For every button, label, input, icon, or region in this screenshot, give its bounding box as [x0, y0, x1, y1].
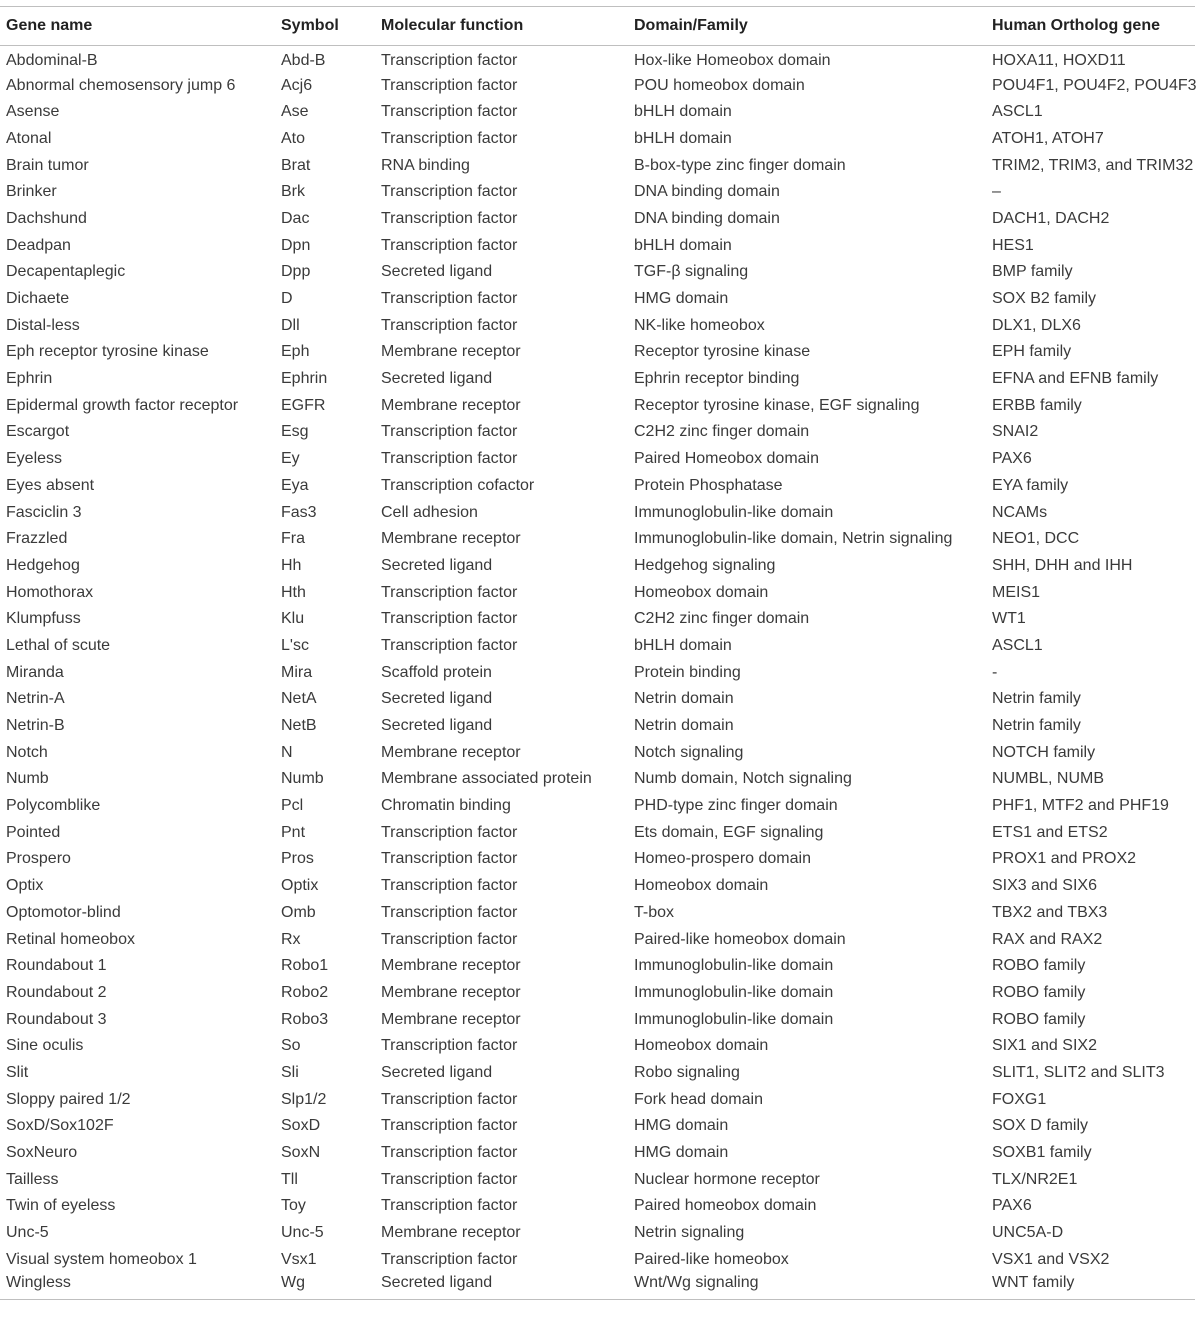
human-ortholog-cell: WT1	[992, 610, 1026, 628]
symbol-cell: Abd-B	[281, 52, 326, 70]
domain-family-cell: Homeobox domain	[634, 877, 769, 895]
gene-name-cell: Brain tumor	[6, 156, 89, 174]
gene-name-cell: Sloppy paired 1/2	[6, 1090, 131, 1108]
symbol-cell: EGFR	[281, 396, 326, 414]
domain-family-cell: Immunoglobulin-like domain	[634, 983, 834, 1001]
molecular-function-cell: Secreted ligand	[381, 370, 493, 388]
gene-name-cell: Roundabout 1	[6, 957, 107, 975]
gene-name-cell: Eyeless	[6, 450, 63, 468]
symbol-cell: Ephrin	[281, 370, 328, 388]
human-ortholog-cell: SOX B2 family	[992, 290, 1097, 308]
human-ortholog-cell: WNT family	[992, 1274, 1075, 1292]
domain-family-cell: bHLH domain	[634, 636, 732, 654]
gene-name-cell: Optomotor-blind	[6, 903, 121, 921]
human-ortholog-cell: ASCL1	[992, 636, 1043, 654]
molecular-function-cell: Membrane receptor	[381, 343, 521, 361]
domain-family-cell: Netrin domain	[634, 717, 734, 735]
symbol-cell: Ato	[281, 129, 306, 147]
domain-family-cell: Homeobox domain	[634, 583, 769, 601]
domain-family-cell: Numb domain, Notch signaling	[634, 770, 852, 788]
gene-name-cell: Atonal	[6, 129, 52, 147]
symbol-cell: Fas3	[281, 503, 317, 521]
human-ortholog-cell: NEO1, DCC	[992, 530, 1080, 548]
symbol-cell: NetB	[281, 717, 317, 735]
table-row	[0, 126, 1195, 153]
domain-family-cell: POU homeobox domain	[634, 76, 805, 94]
gene-name-cell: SoxNeuro	[6, 1144, 78, 1162]
table-row	[0, 419, 1195, 446]
molecular-function-cell: Scaffold protein	[381, 663, 492, 681]
human-ortholog-cell: FOXG1	[992, 1090, 1047, 1108]
molecular-function-cell: Transcription factor	[381, 1090, 518, 1108]
gene-name-cell: Epidermal growth factor receptor	[6, 396, 239, 414]
symbol-cell: Omb	[281, 903, 316, 921]
symbol-cell: Ey	[281, 450, 300, 468]
human-ortholog-cell: NUMBL, NUMB	[992, 770, 1105, 788]
domain-family-cell: Homeo-prospero domain	[634, 850, 811, 868]
gene-name-cell: Eph receptor tyrosine kinase	[6, 343, 209, 361]
molecular-function-cell: Transcription factor	[381, 1117, 518, 1135]
table-row	[0, 1273, 1195, 1300]
molecular-function-cell: Transcription factor	[381, 1037, 518, 1055]
domain-family-cell: Ets domain, EGF signaling	[634, 823, 824, 841]
molecular-function-cell: Transcription factor	[381, 1197, 518, 1215]
human-ortholog-cell: TBX2 and TBX3	[992, 903, 1108, 921]
human-ortholog-cell: NOTCH family	[992, 743, 1096, 761]
table-row	[0, 446, 1195, 473]
domain-family-cell: B-box-type zinc finger domain	[634, 156, 846, 174]
molecular-function-cell: Transcription factor	[381, 183, 518, 201]
table-row	[0, 339, 1195, 366]
human-ortholog-cell: ERBB family	[992, 396, 1082, 414]
symbol-cell: Acj6	[281, 76, 313, 94]
gene-name-cell: Visual system homeobox 1	[6, 1250, 197, 1268]
human-ortholog-cell: PAX6	[992, 450, 1032, 468]
table-row	[0, 926, 1195, 953]
domain-family-cell: C2H2 zinc finger domain	[634, 423, 810, 441]
human-ortholog-cell: PHF1, MTF2 and PHF19	[992, 797, 1169, 815]
symbol-cell: Dac	[281, 209, 310, 227]
molecular-function-cell: Transcription factor	[381, 52, 518, 70]
symbol-cell: SoxN	[281, 1144, 321, 1162]
gene-name-cell: Optix	[6, 877, 44, 895]
domain-family-cell: Hox-like Homeobox domain	[634, 52, 831, 70]
symbol-cell: Toy	[281, 1197, 306, 1215]
gene-name-cell: Distal-less	[6, 316, 80, 334]
domain-family-cell: bHLH domain	[634, 236, 732, 254]
molecular-function-cell: Secreted ligand	[381, 1063, 493, 1081]
table-row	[0, 953, 1195, 980]
molecular-function-cell: Membrane receptor	[381, 743, 521, 761]
molecular-function-cell: RNA binding	[381, 156, 470, 174]
molecular-function-cell: Transcription factor	[381, 209, 518, 227]
molecular-function-cell: Transcription factor	[381, 129, 518, 147]
gene-name-cell: Hedgehog	[6, 556, 80, 574]
gene-name-cell: Polycomblike	[6, 797, 101, 815]
human-ortholog-cell: SHH, DHH and IHH	[992, 556, 1133, 574]
human-ortholog-cell: ROBO family	[992, 983, 1086, 1001]
human-ortholog-cell: VSX1 and VSX2	[992, 1250, 1110, 1268]
domain-family-cell: Homeobox domain	[634, 1037, 769, 1055]
table-row	[0, 392, 1195, 419]
molecular-function-cell: Transcription factor	[381, 850, 518, 868]
molecular-function-cell: Transcription factor	[381, 316, 518, 334]
gene-name-cell: Miranda	[6, 663, 64, 681]
domain-family-cell: HMG domain	[634, 1117, 729, 1135]
molecular-function-cell: Membrane receptor	[381, 396, 521, 414]
molecular-function-cell: Transcription factor	[381, 1170, 518, 1188]
table-row	[0, 1166, 1195, 1193]
gene-name-cell: Abdominal-B	[6, 52, 98, 70]
gene-name-cell: Ephrin	[6, 370, 53, 388]
symbol-cell: Sli	[281, 1063, 299, 1081]
domain-family-cell: Immunoglobulin-like domain	[634, 957, 834, 975]
header-gene-name: Gene name	[6, 17, 93, 34]
domain-family-cell: Protein Phosphatase	[634, 476, 783, 494]
symbol-cell: Unc-5	[281, 1224, 324, 1242]
table-row	[0, 659, 1195, 686]
symbol-cell: Vsx1	[281, 1250, 317, 1268]
symbol-cell: Robo3	[281, 1010, 329, 1028]
domain-family-cell: Paired homeobox domain	[634, 1197, 817, 1215]
table-row	[0, 312, 1195, 339]
domain-family-cell: Paired Homeobox domain	[634, 450, 819, 468]
domain-family-cell: Hedgehog signaling	[634, 556, 776, 574]
table-row	[0, 1113, 1195, 1140]
symbol-cell: Numb	[281, 770, 324, 788]
symbol-cell: Robo1	[281, 957, 329, 975]
symbol-cell: D	[281, 290, 293, 308]
symbol-cell: Rx	[281, 930, 301, 948]
human-ortholog-cell: MEIS1	[992, 583, 1041, 601]
symbol-cell: N	[281, 743, 293, 761]
table-row	[0, 579, 1195, 606]
gene-table	[0, 6, 1195, 1300]
symbol-cell: Dpn	[281, 236, 311, 254]
domain-family-cell: Notch signaling	[634, 743, 744, 761]
symbol-cell: Tll	[281, 1170, 298, 1188]
domain-family-cell: DNA binding domain	[634, 209, 780, 227]
table-row	[0, 1220, 1195, 1247]
symbol-cell: Hh	[281, 556, 302, 574]
table-row	[0, 873, 1195, 900]
gene-name-cell: Slit	[6, 1063, 29, 1081]
human-ortholog-cell: -	[992, 663, 998, 681]
gene-name-cell: Lethal of scute	[6, 636, 111, 654]
human-ortholog-cell: –	[992, 183, 1001, 201]
molecular-function-cell: Transcription factor	[381, 903, 518, 921]
gene-name-cell: Tailless	[6, 1170, 59, 1188]
human-ortholog-cell: SOXB1 family	[992, 1144, 1092, 1162]
molecular-function-cell: Secreted ligand	[381, 690, 493, 708]
human-ortholog-cell: EYA family	[992, 476, 1069, 494]
molecular-function-cell: Transcription factor	[381, 103, 518, 121]
molecular-function-cell: Cell adhesion	[381, 503, 478, 521]
gene-name-cell: Eyes absent	[6, 476, 95, 494]
domain-family-cell: Netrin signaling	[634, 1224, 745, 1242]
human-ortholog-cell: HOXA11, HOXD11	[992, 52, 1126, 70]
domain-family-cell: Ephrin receptor binding	[634, 370, 800, 388]
domain-family-cell: Nuclear hormone receptor	[634, 1170, 820, 1188]
gene-name-cell: Pointed	[6, 823, 61, 841]
table-row	[0, 553, 1195, 580]
symbol-cell: So	[281, 1037, 301, 1055]
molecular-function-cell: Transcription factor	[381, 823, 518, 841]
table-row	[0, 900, 1195, 927]
table-row	[0, 1006, 1195, 1033]
human-ortholog-cell: ETS1 and ETS2	[992, 823, 1108, 841]
human-ortholog-cell: Netrin family	[992, 717, 1081, 735]
gene-name-cell: SoxD/Sox102F	[6, 1117, 114, 1135]
molecular-function-cell: Transcription factor	[381, 1144, 518, 1162]
table-row	[0, 1140, 1195, 1167]
symbol-cell: Dpp	[281, 263, 311, 281]
gene-name-cell: Netrin-B	[6, 717, 65, 735]
header-molecular-function: Molecular function	[381, 17, 524, 34]
table-row	[0, 633, 1195, 660]
symbol-cell: Pros	[281, 850, 314, 868]
human-ortholog-cell: ROBO family	[992, 957, 1086, 975]
table-row	[0, 526, 1195, 553]
table-row	[0, 606, 1195, 633]
domain-family-cell: NK-like homeobox	[634, 316, 765, 334]
domain-family-cell: T-box	[634, 903, 675, 921]
domain-family-cell: Receptor tyrosine kinase	[634, 343, 811, 361]
gene-name-cell: Numb	[6, 770, 49, 788]
table-row	[0, 1086, 1195, 1113]
gene-name-cell: Frazzled	[6, 530, 68, 548]
table-row	[0, 473, 1195, 500]
symbol-cell: Mira	[281, 663, 313, 681]
domain-family-cell: HMG domain	[634, 1144, 729, 1162]
header-symbol: Symbol	[281, 17, 339, 34]
table-row	[0, 179, 1195, 206]
gene-name-cell: Klumpfuss	[6, 610, 81, 628]
gene-name-cell: Unc-5	[6, 1224, 49, 1242]
table-row	[0, 766, 1195, 793]
symbol-cell: Dll	[281, 316, 300, 334]
table-row	[0, 46, 1195, 73]
header-domain-family: Domain/Family	[634, 17, 748, 34]
symbol-cell: Pcl	[281, 797, 304, 815]
table-row	[0, 819, 1195, 846]
gene-name-cell: Roundabout 2	[6, 983, 107, 1001]
human-ortholog-cell: PAX6	[992, 1197, 1032, 1215]
gene-name-cell: Asense	[6, 103, 60, 121]
domain-family-cell: bHLH domain	[634, 129, 732, 147]
molecular-function-cell: Transcription cofactor	[381, 476, 535, 494]
symbol-cell: Brat	[281, 156, 311, 174]
domain-family-cell: Receptor tyrosine kinase, EGF signaling	[634, 396, 920, 414]
symbol-cell: Hth	[281, 583, 306, 601]
molecular-function-cell: Transcription factor	[381, 1250, 518, 1268]
molecular-function-cell: Transcription factor	[381, 450, 518, 468]
domain-family-cell: Immunoglobulin-like domain, Netrin signaling	[634, 530, 953, 548]
gene-name-cell: Deadpan	[6, 236, 71, 254]
human-ortholog-cell: ATOH1, ATOH7	[992, 129, 1104, 147]
domain-family-cell: DNA binding domain	[634, 183, 780, 201]
table-row	[0, 152, 1195, 179]
human-ortholog-cell: SIX3 and SIX6	[992, 877, 1097, 895]
symbol-cell: Robo2	[281, 983, 329, 1001]
table-row	[0, 713, 1195, 740]
human-ortholog-cell: BMP family	[992, 263, 1073, 281]
symbol-cell: SoxD	[281, 1117, 321, 1135]
table-row	[0, 1193, 1195, 1220]
human-ortholog-cell: NCAMs	[992, 503, 1048, 521]
human-ortholog-cell: HES1	[992, 236, 1034, 254]
symbol-cell: Wg	[281, 1274, 305, 1292]
table-row	[0, 366, 1195, 393]
table-row	[0, 499, 1195, 526]
molecular-function-cell: Membrane receptor	[381, 530, 521, 548]
human-ortholog-cell: TRIM2, TRIM3, and TRIM32	[992, 156, 1194, 174]
molecular-function-cell: Transcription factor	[381, 610, 518, 628]
table-row	[0, 99, 1195, 126]
human-ortholog-cell: Netrin family	[992, 690, 1081, 708]
human-ortholog-cell: DACH1, DACH2	[992, 209, 1110, 227]
symbol-cell: Esg	[281, 423, 309, 441]
gene-name-cell: Twin of eyeless	[6, 1197, 116, 1215]
human-ortholog-cell: DLX1, DLX6	[992, 316, 1081, 334]
symbol-cell: Klu	[281, 610, 305, 628]
domain-family-cell: Protein binding	[634, 663, 741, 681]
table-row	[0, 206, 1195, 233]
domain-family-cell: HMG domain	[634, 290, 729, 308]
table-row	[0, 286, 1195, 313]
molecular-function-cell: Membrane associated protein	[381, 770, 592, 788]
human-ortholog-cell: POU4F1, POU4F2, POU4F3	[992, 76, 1197, 94]
symbol-cell: Ase	[281, 103, 309, 121]
human-ortholog-cell: SIX1 and SIX2	[992, 1037, 1097, 1055]
human-ortholog-cell: ROBO family	[992, 1010, 1086, 1028]
domain-family-cell: bHLH domain	[634, 103, 732, 121]
table-row	[0, 1246, 1195, 1273]
symbol-cell: NetA	[281, 690, 317, 708]
molecular-function-cell: Transcription factor	[381, 583, 518, 601]
table-row	[0, 793, 1195, 820]
molecular-function-cell: Membrane receptor	[381, 1010, 521, 1028]
gene-name-cell: Homothorax	[6, 583, 94, 601]
symbol-cell: Pnt	[281, 823, 306, 841]
domain-family-cell: Wnt/Wg signaling	[634, 1274, 759, 1292]
human-ortholog-cell: RAX and RAX2	[992, 930, 1103, 948]
domain-family-cell: Netrin domain	[634, 690, 734, 708]
molecular-function-cell: Transcription factor	[381, 423, 518, 441]
domain-family-cell: Paired-like homeobox	[634, 1250, 789, 1268]
header-human-ortholog: Human Ortholog gene	[992, 17, 1160, 34]
human-ortholog-cell: SOX D family	[992, 1117, 1089, 1135]
molecular-function-cell: Membrane receptor	[381, 1224, 521, 1242]
molecular-function-cell: Secreted ligand	[381, 717, 493, 735]
human-ortholog-cell: EFNA and EFNB family	[992, 370, 1159, 388]
gene-name-cell: Prospero	[6, 850, 71, 868]
symbol-cell: L'sc	[281, 636, 309, 654]
gene-name-cell: Sine oculis	[6, 1037, 84, 1055]
symbol-cell: Eph	[281, 343, 310, 361]
domain-family-cell: PHD-type zinc finger domain	[634, 797, 838, 815]
gene-name-cell: Netrin-A	[6, 690, 65, 708]
molecular-function-cell: Membrane receptor	[381, 957, 521, 975]
molecular-function-cell: Transcription factor	[381, 76, 518, 94]
human-ortholog-cell: UNC5A-D	[992, 1224, 1064, 1242]
human-ortholog-cell: EPH family	[992, 343, 1072, 361]
gene-name-cell: Wingless	[6, 1274, 71, 1292]
domain-family-cell: C2H2 zinc finger domain	[634, 610, 810, 628]
human-ortholog-cell: SNAI2	[992, 423, 1039, 441]
header-row	[0, 7, 1195, 46]
gene-name-cell: Retinal homeobox	[6, 930, 135, 948]
table-row	[0, 259, 1195, 286]
domain-family-cell: Robo signaling	[634, 1063, 740, 1081]
table-row	[0, 686, 1195, 713]
molecular-function-cell: Secreted ligand	[381, 1274, 493, 1292]
molecular-function-cell: Membrane receptor	[381, 983, 521, 1001]
gene-name-cell: Decapentaplegic	[6, 263, 126, 281]
symbol-cell: Brk	[281, 183, 305, 201]
table-body	[0, 46, 1195, 1300]
table-row	[0, 739, 1195, 766]
molecular-function-cell: Transcription factor	[381, 930, 518, 948]
symbol-cell: Eya	[281, 476, 309, 494]
domain-family-cell: Fork head domain	[634, 1090, 763, 1108]
table-row	[0, 846, 1195, 873]
domain-family-cell: Immunoglobulin-like domain	[634, 503, 834, 521]
gene-name-cell: Abnormal chemosensory jump 6	[6, 76, 236, 94]
table-row	[0, 1060, 1195, 1087]
gene-name-cell: Brinker	[6, 183, 57, 201]
human-ortholog-cell: SLIT1, SLIT2 and SLIT3	[992, 1063, 1165, 1081]
molecular-function-cell: Secreted ligand	[381, 556, 493, 574]
table-row	[0, 232, 1195, 259]
symbol-cell: Optix	[281, 877, 319, 895]
gene-name-cell: Dachshund	[6, 209, 87, 227]
domain-family-cell: Immunoglobulin-like domain	[634, 1010, 834, 1028]
molecular-function-cell: Transcription factor	[381, 290, 518, 308]
human-ortholog-cell: PROX1 and PROX2	[992, 850, 1137, 868]
gene-name-cell: Notch	[6, 743, 48, 761]
human-ortholog-cell: ASCL1	[992, 103, 1043, 121]
human-ortholog-cell: TLX/NR2E1	[992, 1170, 1078, 1188]
table-row	[0, 1033, 1195, 1060]
symbol-cell: Fra	[281, 530, 305, 548]
gene-name-cell: Fasciclin 3	[6, 503, 82, 521]
molecular-function-cell: Transcription factor	[381, 636, 518, 654]
domain-family-cell: TGF-β signaling	[634, 263, 749, 281]
table-header	[0, 7, 1195, 46]
gene-name-cell: Escargot	[6, 423, 70, 441]
table-row	[0, 980, 1195, 1007]
domain-family-cell: Paired-like homeobox domain	[634, 930, 846, 948]
gene-name-cell: Dichaete	[6, 290, 70, 308]
molecular-function-cell: Transcription factor	[381, 236, 518, 254]
table-row	[0, 72, 1195, 99]
gene-name-cell: Roundabout 3	[6, 1010, 107, 1028]
molecular-function-cell: Transcription factor	[381, 877, 518, 895]
symbol-cell: Slp1/2	[281, 1090, 327, 1108]
molecular-function-cell: Secreted ligand	[381, 263, 493, 281]
molecular-function-cell: Chromatin binding	[381, 797, 511, 815]
